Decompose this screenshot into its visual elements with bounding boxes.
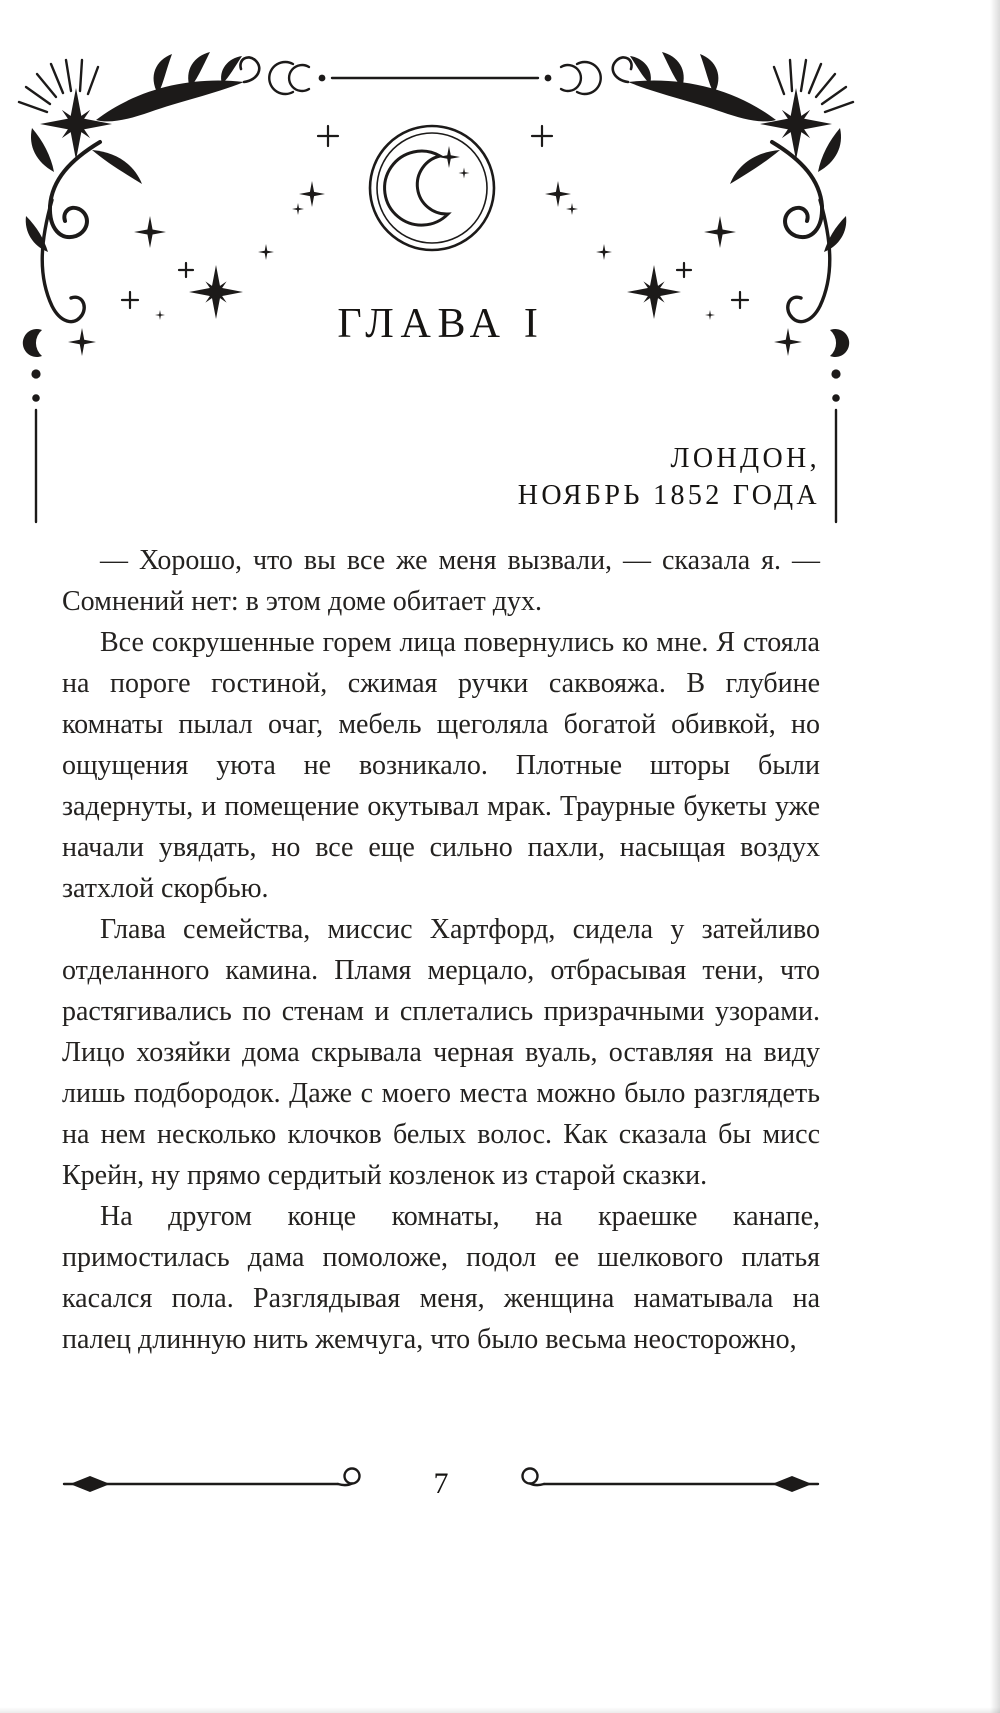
- spiral-finial-icon: [345, 1469, 360, 1484]
- chapter-subtitle: [62, 440, 820, 514]
- subtitle-location: ЛОНДОН,: [670, 443, 820, 474]
- page-footer: [62, 1462, 820, 1506]
- paragraph-4: На другом конце комнаты, на краешке канапе, примостилась дама помоложе, подол ее шелкового платья касался пола. Разглядывая меня, женщина наматывала на палец длинную нить жемчуга, что было весьма неосторожно,: [62, 1201, 820, 1355]
- chapter-body: [62, 540, 820, 1360]
- page-bottom-shadow: [0, 1707, 1000, 1713]
- header-rule-icon: [269, 62, 600, 94]
- crescent-moon-emblem-icon: [370, 126, 494, 250]
- page-number: 7: [433, 1467, 449, 1500]
- chapter-title: ГЛАВА I: [337, 301, 545, 347]
- paragraph-1: — Хорошо, что вы все же меня вызвали, — сказала я. — Сомнений нет: в этом доме обитает дух.: [62, 545, 820, 617]
- moon-sparkles-icon: [438, 146, 470, 179]
- footer-rule-left-icon: [62, 1462, 362, 1506]
- diamond-finial-icon: [70, 1476, 110, 1492]
- paragraph-3: Глава семейства, миссис Хартфорд, сидела у затейливо отделанного камина. Пламя мерцало, отбрасывая тени, что растягивались по стенам и сплетались призрачными узорами. Лицо хозяйки дома скрывала черная вуаль, оставляя на виду лишь подбородок. Даже с моего места можно было разглядеть на нем несколько клочков белых волос. Как сказала бы мисс Крейн, ну прямо сердитый козленок из старой сказки.: [62, 914, 820, 1191]
- diamond-finial-icon: [772, 1476, 812, 1492]
- spiral-finial-icon: [523, 1469, 538, 1484]
- paragraph-2: Все сокрушенные горем лица повернулись ко мне. Я стояла на пороге гостиной, сжимая ручки саквояжа. В глубине комнаты пылал очаг, мебель щеголяла богатой обивкой, но ощущения уюта не возникало. Плотные шторы были задернуты, и помещение окутывал мрак. Траурные букеты уже начали увядать, но все еще сильно пахли, насыщая воздух затхлой скорбью.: [62, 627, 820, 904]
- footer-rule-right-icon: [520, 1462, 820, 1506]
- crescent-moon-icon: [385, 151, 448, 225]
- subtitle-date: НОЯБРЬ 1852 ГОДА: [517, 480, 820, 511]
